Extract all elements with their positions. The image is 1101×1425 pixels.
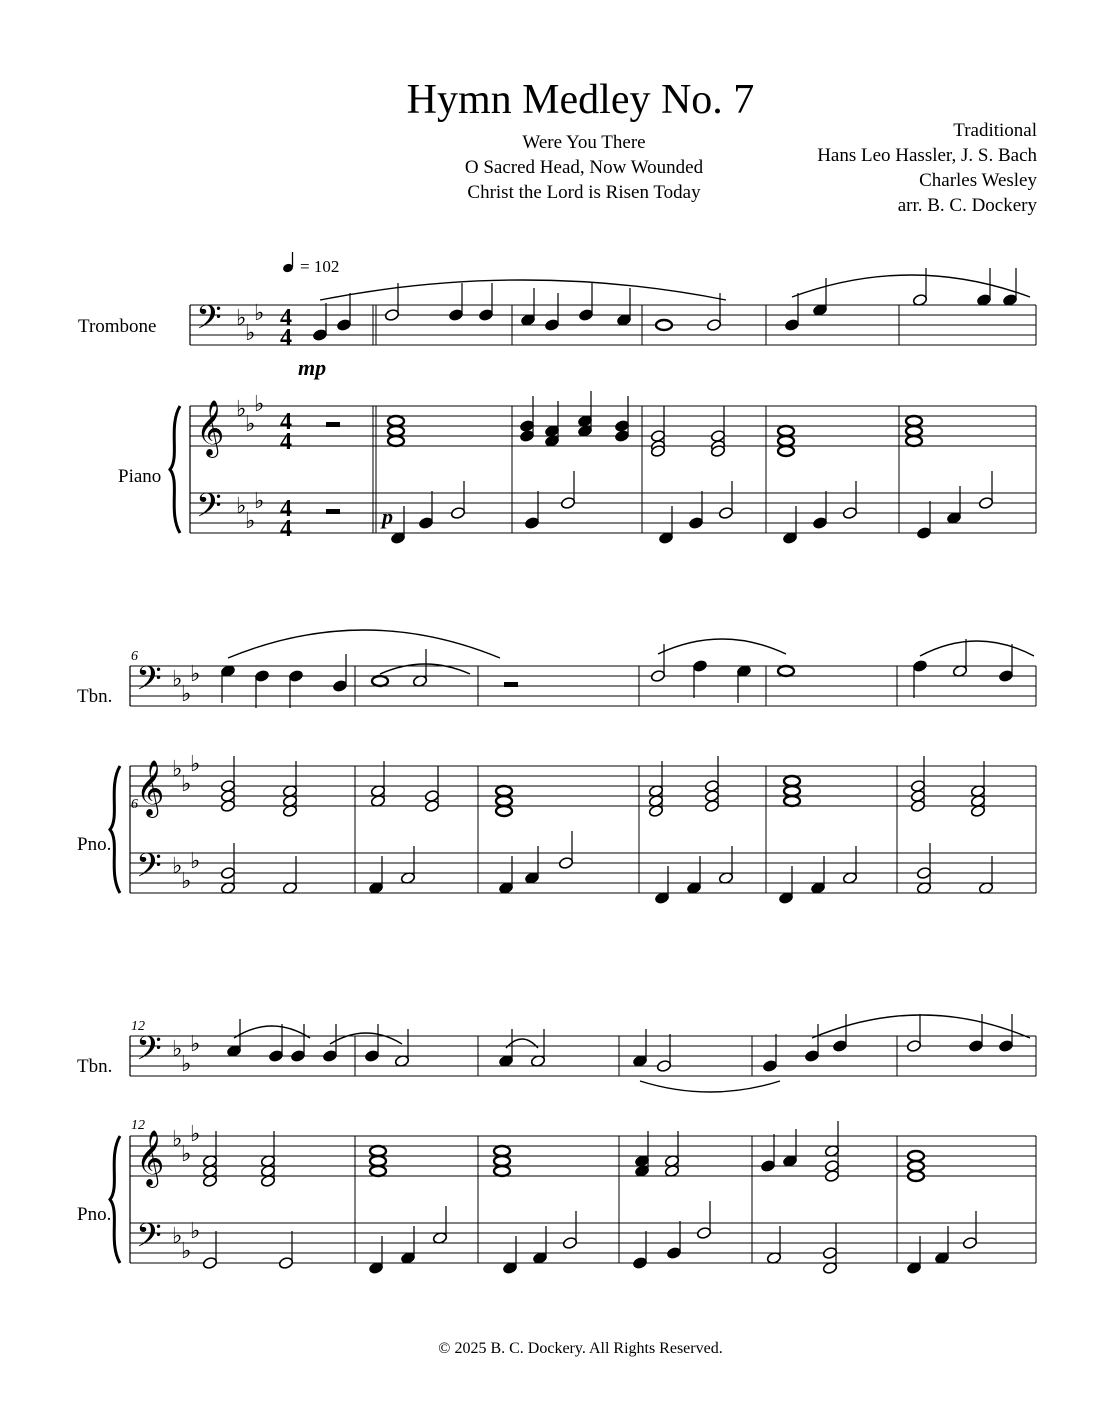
slur (330, 1033, 402, 1044)
slur (658, 639, 786, 654)
flat-sign: ♭ (245, 411, 256, 436)
note-head (824, 1169, 839, 1182)
tempo-marking (282, 252, 339, 276)
note-head (978, 496, 993, 509)
half-rest (326, 422, 340, 427)
note-head (998, 1039, 1013, 1052)
whole-note (370, 1166, 386, 1176)
arranger: arr. B. C. Dockery (897, 195, 1037, 216)
bass-clef: 𝄢 (196, 487, 222, 532)
flat-sign: ♭ (172, 666, 183, 691)
note-head (254, 669, 269, 682)
whole-note (778, 666, 794, 676)
flat-sign: ♭ (172, 853, 183, 878)
note-head (656, 1059, 671, 1072)
subtitle-2: O Sacred Head, Now Wounded (464, 157, 704, 178)
note-head (762, 1059, 777, 1072)
note-head (336, 318, 351, 331)
dynamic-mp: mp (298, 355, 327, 380)
flat-sign: ♭ (254, 300, 265, 325)
whole-note (908, 1161, 924, 1171)
note-head (478, 308, 493, 321)
note-head (524, 516, 539, 529)
whole-note (494, 1156, 510, 1166)
flat-sign: ♭ (236, 493, 247, 518)
note-head (450, 506, 465, 519)
svg-text:4: 4 (280, 305, 292, 331)
flat-sign: ♭ (236, 305, 247, 330)
subtitle-1: Were You There (522, 132, 646, 153)
note-head (202, 1256, 217, 1269)
flat-sign: ♭ (190, 1121, 201, 1146)
treble-clef: 𝄞 (136, 1132, 165, 1185)
subtitle-3: Christ the Lord is Risen Today (467, 182, 701, 203)
note-head (718, 506, 733, 519)
whole-note (908, 1151, 924, 1161)
note-head (822, 1246, 837, 1259)
note-head (842, 506, 857, 519)
note-head (968, 1039, 983, 1052)
slur (920, 641, 1034, 656)
piano-brace (110, 1136, 120, 1263)
composer-2: Hans Leo Hassler, J. S. Bach (817, 145, 1037, 166)
note-head (916, 866, 931, 879)
note-head (784, 318, 799, 331)
staff-systems (110, 299, 1036, 1263)
note-head (962, 1236, 977, 1249)
note-head (704, 799, 719, 812)
flat-sign: ♭ (181, 681, 192, 706)
whole-note (370, 1146, 386, 1156)
treble-clef: 𝄞 (196, 402, 225, 455)
flat-sign: ♭ (172, 1126, 183, 1151)
slur (812, 1015, 1030, 1038)
whole-note (496, 796, 512, 806)
note-head (278, 1256, 293, 1269)
whole-note (906, 426, 922, 436)
whole-note (388, 436, 404, 446)
dynamic-p: p (382, 504, 393, 529)
score-title: Hymn Medley No. 7 (406, 77, 755, 123)
note-head (916, 526, 931, 539)
piano-brace (170, 406, 180, 533)
whole-note (496, 806, 512, 816)
note-head (519, 419, 534, 432)
whole-note (908, 1171, 924, 1181)
trombone-label: Trombone (78, 316, 157, 337)
note-head (666, 1246, 681, 1259)
note-head (424, 799, 439, 812)
time-signature (280, 305, 292, 542)
flat-sign: ♭ (181, 771, 192, 796)
whole-note (778, 446, 794, 456)
whole-note (496, 786, 512, 796)
bass-clef: 𝄢 (136, 1030, 162, 1075)
note-head (288, 669, 303, 682)
note-head (560, 496, 575, 509)
piano-brace (110, 766, 120, 893)
note-head (418, 516, 433, 529)
whole-note (372, 676, 388, 686)
note-head (220, 799, 235, 812)
note-head (448, 308, 463, 321)
note-head (650, 669, 665, 682)
measure-number: 12 (131, 1019, 145, 1034)
flat-sign: ♭ (254, 391, 265, 416)
flat-sign: ♭ (236, 396, 247, 421)
flat-sign: ♭ (190, 848, 201, 873)
svg-text:4: 4 (280, 325, 292, 351)
slur (320, 280, 726, 300)
whole-note (370, 1156, 386, 1166)
measure-number: 12 (131, 1118, 145, 1133)
flat-sign: ♭ (254, 488, 265, 513)
note-head (998, 669, 1013, 682)
note-layer (202, 268, 1034, 1275)
trombone-abbr-label-3: Tbn. (77, 1056, 113, 1077)
bass-clef: 𝄢 (136, 847, 162, 892)
note-head (804, 1049, 819, 1062)
whole-note (388, 416, 404, 426)
note-head (912, 659, 927, 672)
flat-sign: ♭ (190, 1031, 201, 1056)
note-head (696, 1226, 711, 1239)
slur (228, 630, 500, 658)
svg-text:4: 4 (280, 496, 292, 522)
whole-note (778, 426, 794, 436)
composer-1: Traditional (953, 120, 1037, 141)
note-head (544, 318, 559, 331)
flat-sign: ♭ (181, 1051, 192, 1076)
copyright-notice: © 2025 B. C. Dockery. All Rights Reserved. (438, 1340, 723, 1357)
whole-note (906, 416, 922, 426)
note-head (268, 1049, 283, 1062)
note-head (578, 308, 593, 321)
note-head (562, 1236, 577, 1249)
whole-note (494, 1166, 510, 1176)
piano-label: Piano (118, 466, 162, 487)
whole-note (784, 776, 800, 786)
composer-3: Charles Wesley (919, 170, 1037, 191)
whole-note (784, 786, 800, 796)
note-head (614, 429, 629, 442)
note-head (312, 328, 327, 341)
note-head (760, 1159, 775, 1172)
flat-sign: ♭ (181, 1141, 192, 1166)
trombone-abbr-label-2: Tbn. (77, 686, 113, 707)
flat-sign: ♭ (181, 868, 192, 893)
whole-note (656, 320, 672, 330)
note-head (322, 1049, 337, 1062)
whole-note (388, 426, 404, 436)
half-rest (504, 682, 518, 687)
flat-sign: ♭ (181, 1238, 192, 1263)
piano-abbr-label-3: Pno. (77, 1204, 112, 1225)
flat-sign: ♭ (190, 1218, 201, 1243)
bass-clef: 𝄢 (136, 660, 162, 705)
whole-note (778, 436, 794, 446)
flat-sign: ♭ (172, 1223, 183, 1248)
flat-sign: ♭ (172, 756, 183, 781)
slur (640, 1081, 780, 1092)
tempo-text: = 102 (300, 257, 340, 276)
bass-clef: 𝄢 (196, 299, 222, 344)
note-head (632, 1256, 647, 1269)
note-head (290, 1049, 305, 1062)
svg-text:4: 4 (280, 516, 292, 542)
note-head (812, 516, 827, 529)
note-head (384, 308, 399, 321)
flat-sign: ♭ (245, 508, 256, 533)
note-head (332, 679, 347, 692)
whole-note (784, 796, 800, 806)
measure-number: 6 (131, 797, 138, 812)
bass-clef: 𝄢 (136, 1217, 162, 1262)
note-head (364, 1049, 379, 1062)
note-head (832, 1039, 847, 1052)
note-head (688, 516, 703, 529)
svg-text:4: 4 (280, 429, 292, 455)
whole-note (906, 436, 922, 446)
flat-sign: ♭ (190, 661, 201, 686)
slur (792, 275, 1030, 297)
note-head (906, 1039, 921, 1052)
whole-note (494, 1146, 510, 1156)
slur (506, 1039, 538, 1048)
piano-abbr-label-2: Pno. (77, 834, 112, 855)
flat-sign: ♭ (245, 320, 256, 345)
note-head (519, 429, 534, 442)
note-head (706, 318, 721, 331)
note-head (558, 856, 573, 869)
note-head (614, 419, 629, 432)
measure-number: 6 (131, 649, 138, 664)
flat-sign: ♭ (172, 1036, 183, 1061)
note-head (692, 659, 707, 672)
note-head (910, 799, 925, 812)
flat-sign: ♭ (190, 751, 201, 776)
note-head (220, 866, 235, 879)
treble-clef: 𝄞 (136, 762, 165, 815)
half-rest (326, 509, 340, 514)
svg-text:4: 4 (280, 409, 292, 435)
